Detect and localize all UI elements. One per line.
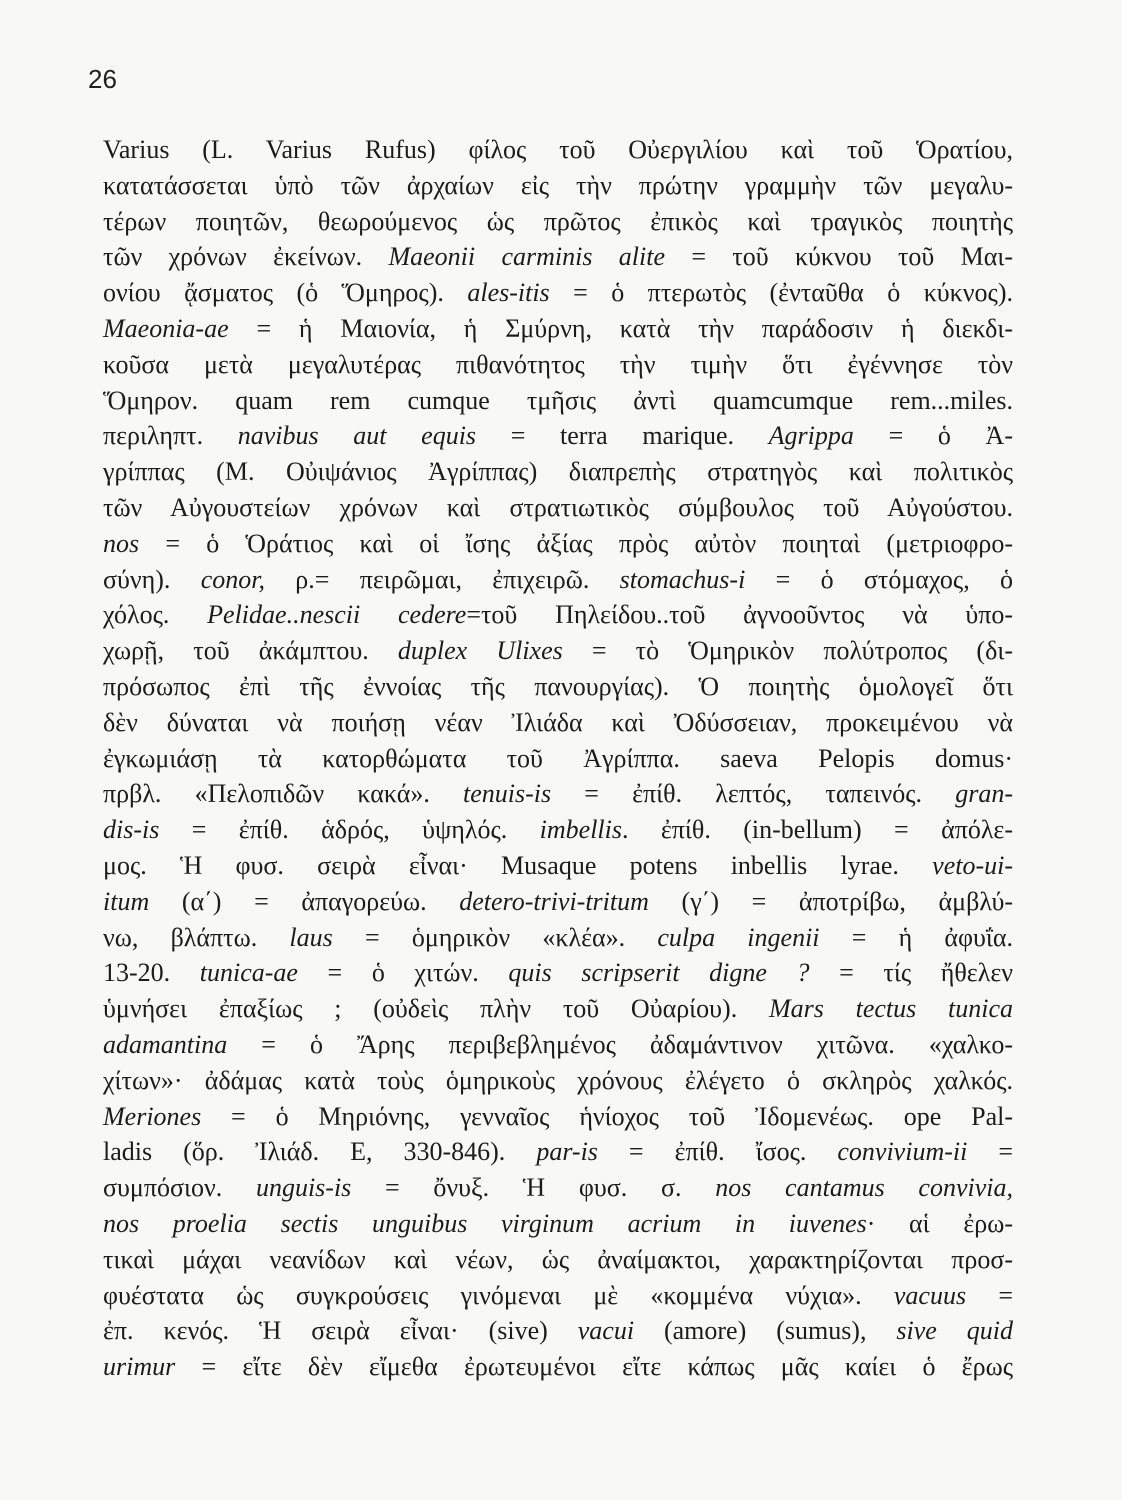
commentary-text: σύνη). xyxy=(103,564,201,594)
commentary-text: = τίς ἤθελεν xyxy=(809,958,1013,988)
text-line xyxy=(103,239,1013,275)
commentary-text: δὲν δύναται νὰ ποιήσῃ νέαν Ἰλιάδα καὶ Ὀδύσσειαν, προκειμένου νὰ xyxy=(103,707,1013,737)
latin-term: Meriones xyxy=(103,1101,202,1131)
commentary-text: = ὁ πτερωτὸς (ἐνταῦθα ὁ κύκνος). xyxy=(549,278,1013,308)
text-line xyxy=(103,848,1013,884)
commentary-text: = ὁ χιτών. xyxy=(297,958,509,988)
commentary-text: ἐγκωμιάσῃ τὰ κατορθώματα τοῦ Ἀγρίππα. saeva Pelopis domus· xyxy=(103,743,1013,773)
latin-term: quis scripserit digne ? xyxy=(508,958,810,988)
commentary-text: = ὁ Ἄρης περιβεβλημένος ἀδαμάντινον χιτῶνα. «χαλκο- xyxy=(227,1029,1013,1059)
latin-term: detero-trivi-tritum xyxy=(459,886,649,916)
commentary-text: χίτων»· ἀδάμας κατὰ τοὺς ὁμηρικοὺς χρόνους ἐλέγετο ὁ σκληρὸς χαλκός. xyxy=(103,1065,1013,1095)
page-number: 26 xyxy=(88,64,117,94)
text-line xyxy=(103,597,1013,633)
commentary-text: τικαὶ μάχαι νεανίδων καὶ νέων, ὡς ἀναίμακτοι, χαρακτηρίζονται προσ- xyxy=(103,1244,1013,1274)
commentary-text: = xyxy=(967,1137,1013,1167)
commentary-text: (amore) (sumus), xyxy=(634,1316,897,1346)
latin-term: duplex Ulixes xyxy=(397,636,563,666)
commentary-text: ονίου ᾄσματος (ὁ Ὅμηρος). xyxy=(103,278,468,308)
commentary-text: νω, βλάπτω. xyxy=(103,922,290,952)
commentary-text: φυέστατα ὡς συγκρούσεις γινόμεναι μὲ «κομμένα νύχια». xyxy=(103,1280,894,1310)
text-line xyxy=(103,1027,1013,1063)
text-line xyxy=(103,1099,1013,1135)
latin-term: convivium-ii xyxy=(837,1137,968,1167)
text-line xyxy=(103,776,1013,812)
commentary-text: περιληπτ. xyxy=(103,421,238,451)
latin-term: culpa ingenii xyxy=(657,922,820,952)
latin-term: nos proelia sectis unguibus virginum acrium in iuvenes xyxy=(103,1208,867,1238)
commentary-text: = ὁ στόμαχος, ὁ xyxy=(745,564,1014,594)
commentary-text: = τοῦ κύκνου τοῦ Μαι- xyxy=(665,242,1014,272)
text-line xyxy=(103,669,1013,705)
latin-term: laus xyxy=(289,922,333,952)
commentary-text: Varius (L. Varius Rufus) φίλος τοῦ Οὐεργιλίου καὶ τοῦ Ὁρατίου, xyxy=(103,135,1013,164)
latin-term: conor, xyxy=(200,564,265,594)
latin-term: Mars tectus tunica xyxy=(768,994,1013,1024)
commentary-text: =τοῦ Πηλείδου..τοῦ ἀγνοοῦντος νὰ ὑπο- xyxy=(466,600,1014,630)
commentary-text: = xyxy=(966,1280,1013,1310)
commentary-text: = εἴτε δὲν εἴμεθα ἐρωτευμένοι εἴτε κάπως μᾶς καίει ὁ ἔρως xyxy=(175,1352,1013,1382)
commentary-text: 13-20. xyxy=(103,958,200,988)
text-line xyxy=(103,1134,1013,1170)
commentary-text: = ἡ ἀφυΐα. xyxy=(819,922,1014,952)
text-line xyxy=(103,275,1013,311)
text-line xyxy=(103,490,1013,526)
commentary-text: = ὁ Ὁράτιος καὶ οἱ ἴσης ἀξίας πρὸς αὐτὸν ποιηταὶ (μετριοφρο- xyxy=(139,528,1013,558)
text-line xyxy=(103,741,1013,777)
commentary-text: χωρῇ, τοῦ ἀκάμπτου. xyxy=(103,636,398,666)
text-line xyxy=(103,884,1013,920)
latin-term: Maeonia-ae xyxy=(103,313,229,343)
commentary-text: κοῦσα μετὰ μεγαλυτέρας πιθανότητος τὴν τιμὴν ὅτι ἐγέννησε τὸν xyxy=(103,349,1013,379)
commentary-text: κατατάσσεται ὑπὸ τῶν ἀρχαίων εἰς τὴν πρώτην γραμμὴν τῶν μεγαλυ- xyxy=(103,170,1013,200)
latin-term: vacuus xyxy=(893,1280,967,1310)
text-line xyxy=(103,311,1013,347)
commentary-text: συμπόσιον. xyxy=(103,1173,256,1203)
commentary-text: μος. Ἡ φυσ. σειρὰ εἶναι· Musaque potens inbellis lyrae. xyxy=(103,850,933,880)
commentary-text: Ὅμηρον. quam rem cumque τμῆσις ἀντὶ quamcumque rem...miles. xyxy=(103,385,1013,415)
commentary-text: = ἐπίθ. ἴσος. xyxy=(597,1137,838,1167)
commentary-text: πρβλ. «Πελοπιδῶν κακά». xyxy=(103,779,463,809)
text-line xyxy=(103,347,1013,383)
text-line xyxy=(103,1063,1013,1099)
text-line xyxy=(103,1278,1013,1314)
latin-term: urimur xyxy=(103,1352,176,1382)
commentary-text: γρίππας (Μ. Οὐιψάνιος Ἀγρίππας) διαπρεπὴς στρατηγὸς καὶ πολιτικὸς xyxy=(103,457,1013,487)
latin-term: nos xyxy=(103,528,140,558)
text-line xyxy=(103,383,1013,419)
latin-term: Maeonii carminis alite xyxy=(388,242,665,272)
text-line xyxy=(103,705,1013,741)
commentary-text: ladis (ὅρ. Ἰλιάδ. Ε, 330-846). xyxy=(103,1137,537,1167)
commentary-text: = ἐπίθ. λεπτός, ταπεινός. xyxy=(551,779,956,809)
latin-term: vacui xyxy=(577,1316,635,1346)
commentary-text: · αἱ ἐρω- xyxy=(866,1208,1013,1238)
latin-term: veto-ui- xyxy=(932,850,1013,880)
latin-term: stomachus-i xyxy=(619,564,746,594)
text-line xyxy=(103,454,1013,490)
commentary-text: . ἐπίθ. (in-bellum) = ἀπόλε- xyxy=(622,815,1014,845)
latin-term: dis-is xyxy=(103,815,160,845)
commentary-text: ἐπ. κενός. Ἡ σειρὰ εἶναι· (sive) xyxy=(103,1316,578,1346)
commentary-text: ρ.= πειρῶμαι, ἐπιχειρῶ. xyxy=(265,564,620,594)
text-line xyxy=(103,132,1013,168)
commentary-text: = ἐπίθ. ἁδρός, ὑψηλός. xyxy=(159,815,540,845)
commentary-text: πρόσωπος ἐπὶ τῆς ἐννοίας τῆς πανουργίας). Ὁ ποιητὴς ὁμολογεῖ ὅτι xyxy=(103,671,1013,701)
commentary-text: = ὁ Μηριόνης, γενναῖος ἡνίοχος τοῦ Ἰδομενέως. ope Pal- xyxy=(201,1101,1013,1131)
commentary-text: τῶν χρόνων ἐκείνων. xyxy=(103,242,389,272)
commentary-text: = ἡ Μαιονία, ἡ Σμύρνη, κατὰ τὴν παράδοσιν ἡ διεκδι- xyxy=(228,313,1013,343)
latin-term: Agrippa xyxy=(768,421,854,451)
commentary-text: (α΄) = ἀπαγορεύω. xyxy=(149,886,460,916)
text-line xyxy=(103,204,1013,240)
latin-term: nos cantamus convivia, xyxy=(715,1173,1013,1203)
text-line xyxy=(103,418,1013,454)
latin-term: navibus aut equis xyxy=(237,421,477,451)
latin-term: ales-itis xyxy=(467,278,550,308)
commentary-text: ὑμνήσει ἐπαξίως ; (οὐδεὶς πλὴν τοῦ Οὐαρίου). xyxy=(103,994,769,1024)
commentary-text: τέρων ποιητῶν, θεωρούμενος ὡς πρῶτος ἐπικὸς καὶ τραγικὸς ποιητὴς xyxy=(103,206,1013,236)
commentary-text: = ὄνυξ. Ἡ φυσ. σ. xyxy=(351,1173,716,1203)
commentary-text: = ὁμηρικὸν «κλέα». xyxy=(332,922,658,952)
commentary-text: = terra marique. xyxy=(476,421,769,451)
commentary-text: τῶν Αὐγουστείων χρόνων καὶ στρατιωτικὸς σύμβουλος τοῦ Αὐγούστου. xyxy=(103,492,1013,522)
text-line xyxy=(103,955,1013,991)
commentary-text: = τὸ Ὁμηρικὸν πολύτροπος (δι- xyxy=(562,636,1013,666)
latin-term: gran- xyxy=(955,779,1013,809)
latin-term: sive quid xyxy=(896,1316,1013,1346)
text-line xyxy=(103,526,1013,562)
latin-term: Pelidae..nescii cedere xyxy=(207,600,467,630)
text-line xyxy=(103,812,1013,848)
text-line xyxy=(103,1170,1013,1206)
text-line xyxy=(103,920,1013,956)
commentary-text: χόλος. xyxy=(103,600,208,630)
latin-term: imbellis xyxy=(539,815,623,845)
commentary-body xyxy=(103,132,1013,1385)
text-line xyxy=(103,562,1013,598)
text-line xyxy=(103,1349,1013,1385)
text-line xyxy=(103,1242,1013,1278)
latin-term: tenuis-is xyxy=(463,779,552,809)
latin-term: itum xyxy=(103,886,150,916)
text-line xyxy=(103,1206,1013,1242)
latin-term: tunica-ae xyxy=(199,958,298,988)
text-line xyxy=(103,168,1013,204)
latin-term: adamantina xyxy=(103,1029,228,1059)
text-line xyxy=(103,991,1013,1027)
commentary-text: = ὁ Ἀ- xyxy=(853,421,1013,451)
latin-term: par-is xyxy=(536,1137,598,1167)
text-line xyxy=(103,633,1013,669)
text-line xyxy=(103,1313,1013,1349)
commentary-text: (γ΄) = ἀποτρίβω, ἀμβλύ- xyxy=(648,886,1013,916)
latin-term: unguis-is xyxy=(255,1173,352,1203)
